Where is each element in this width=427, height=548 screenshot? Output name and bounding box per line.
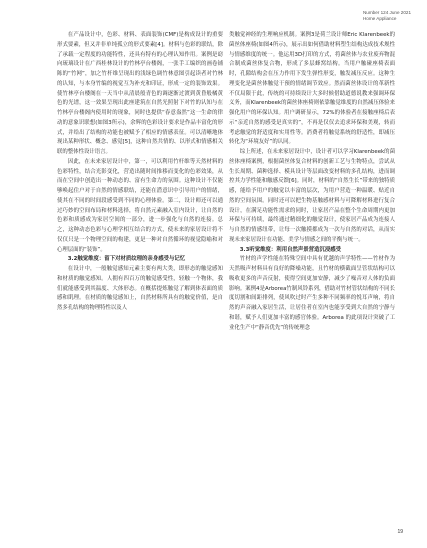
paragraph: 类触觉神经的生理响应机制。案例3是荷兰设计师Eric Klarenbeek的菌丝体座椅(如图4所示)，展示出如何借助材料塑生结构达成技术规性与情感维度的统一。他运用3D打印的方式，将菌丝体与农业废弃物混合制成菌丝体复合物，形成了多层蜂窝结构。当用户触碰座椅表面时，孔隙结构会在压力作用下发生弹性形变，触发减压反应。这种生理变化是菌丝体触觉干预的情绪调节效应。然而菌丝体设计的革新性不仅局限于此，传统的可持续设计大多时候借助道德说教来强调环保义务，而Klarenbeek的菌丝体座椅则依靠触觉维度的自然减压体验来强化用户的环保认知。用户调研显示，72%的体验者在接触座椅后表示“亲近自然的感受是真实的”，不再是仅仅去追求环保和美观，转而考虑触觉的舒适度和实用性等。消费者将触觉系统的舒适性，即减压转化为“环境友好”的认同。 <box>229 32 395 146</box>
section-heading: 3.3听觉维度：利用自然声景营造沉浸感受 <box>239 246 341 253</box>
section-heading: 3.2触觉维度：留下对材质纹理的亲身感受与记忆 <box>67 256 186 263</box>
paragraph: 竹材的声学性能在特殊空间中具有优越的声学特性——竹材作为天然吸声材料具有良好的降噪功能，且竹材的横截面呈管状结构可以吸收更多的声音反射，使得空间更加安静，减少了噪音对人体的负面影响。案例4是Arborea竹制风铃系列，借助对竹材管状结构的不同长度切割和间距排列，使风吹过时产生多种不同频率的悦耳声响，将自然的声音融入家居生活，让居住者在室内也能享受到大自然的宁静与和谐，赋予人们更加丰富的感官体验。Arborea 的此项设计突破了工业化生产中“静音优先”的传统理念 <box>229 256 395 331</box>
left-column <box>57 31 223 314</box>
right-column <box>229 31 395 333</box>
paragraph: 在设计中，一般触觉感知元素主要有两大类，即形态的触觉感知和材质的触觉感知。人拥有四百万的触觉感受性，轻触一个物体，我们就能感受到其温度、大体形态。在概括提炼触觉了解到体表面的质感和肌理。在材质的触觉感知上，自然材料所具有的触觉价值，是自然多孔结构的物理特性以及人 <box>57 266 223 311</box>
issue-label: Number 124 June 2021 <box>362 10 411 15</box>
paragraph: 在产品设计中，色彩、材料、表面装饰(CMF)是构成设计的重要形式要素，但又并非单纯孤立的形式要素[4]。材料与色彩的联结，除了承载一定程度的功能特性，还具有特有的心理认知作用。案例是窈向琉璃设计在广西桂林设计的竹林亭台楼阁，一张手工编织的画卷铺陈的“竹网”，加之竹杆维呈现出的浅绿色调竹林意图引起读者对竹林的认知，与本身竹编的视觉互为补充和印证，形成一定的装饰效果。使竹林亭台楼阁在一天当中从清晨般青色的调逐渐过渡到黄昏般橘黄色的光谱，这一效果呈现出此座建筑在自然光照射下对竹的认知与在竹林亭台楼阁内使用时的现象，同时也提供“春意盎然”这一生命的律动的意象识联想(如图3所示)，余辉的色彩设计要求是作品丰富化的形式，并给出了结构的功能也被赋予了相应的情感表征。可以清晰地体现出某种形状、概念、感觉[5]，这种自然共情的、以形式和情感相关联的整体性设计语言。 <box>57 32 223 155</box>
journal-header <box>363 10 411 22</box>
journal-name: Home Appliance <box>362 16 397 21</box>
page-number: 19 <box>397 529 403 535</box>
paragraph: 综上所述，在未来家居设计中，设计者可以学习Klarenbeek的菌丝体座椅案例，根据菌丝体复合材料的创新工艺与生物特点，尝试从生长周期、菌种选择、模具设计等层面改变材料的多孔结构，进而调控其力学性能和触感反馈[6]。同时，材料的“自然生长”带来的独特质感，能给予用户的触觉以丰富的层次，为用户营造一种温暖、贴近自然的空间氛围。同时还可以把生物基触感材料与可降解材料进行复合设计，在满足功能性需求的同时，让家居产品在整个生命周期内更加环保与可持续，最终通过精细化的触觉设计，使家居产品成为连接人与自然的情感纽带，让每一次触摸都成为一次与自然的对话，从而实现未来家居设计在功能、美学与情感之间的平衡与统一。 <box>229 149 395 243</box>
paragraph: 因此，在未来家居设计中，第一，可以利用竹杆维等天然材料的色彩特性，结合光影变化，营造出随时间推移而变化的色彩效果，从而在空间中创造出一种动态的、富有生命力的氛围。这种设计不仅能够唤起住户对于自然的情感联结，还能在潜意识中引导用户的情绪，使其在不同的时间段感受到不同的心理体验。第二，设计师还可以通过巧妙的空间布局和材料选择，将自然元素融入室内设计，让自然的色彩和质感成为家居空间的一部分，进一步强化与自然的连接。总之，这种动态色彩与心理学相互结合的方式，使未来的家居设计将不仅仅只是一个物理空间的构建，更是一种对自然循环的视觉隐喻和对心理层面的“装饰”。 <box>57 158 223 253</box>
